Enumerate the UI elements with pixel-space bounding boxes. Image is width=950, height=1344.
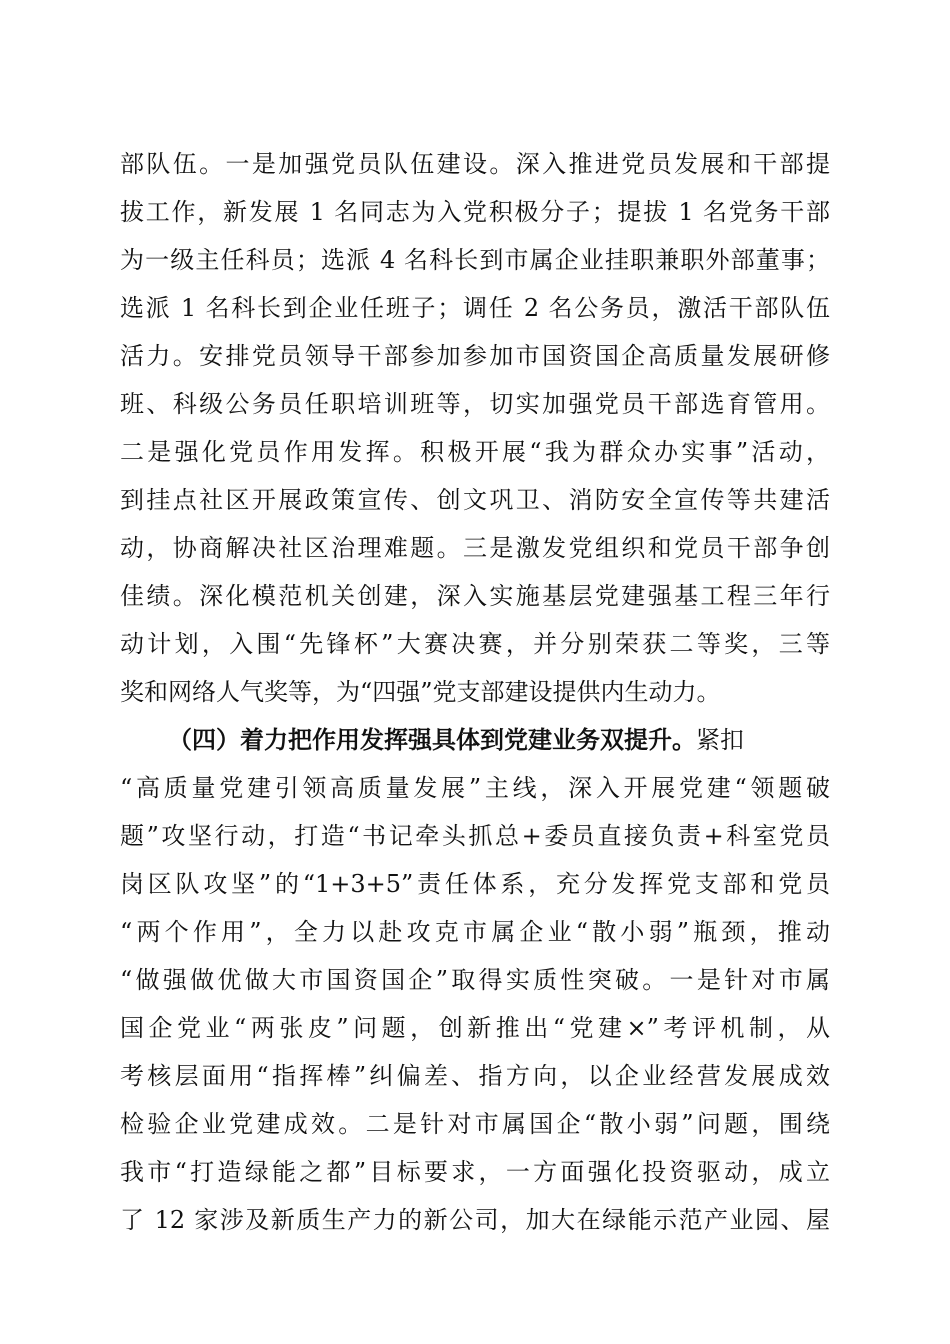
- paragraph-line: 题”攻坚行动，打造“书记牵头抓总+委员直接负责+科室党员: [120, 822, 830, 850]
- paragraph-line: 佳绩。深化模范机关创建，深入实施基层党建强基工程三年行: [120, 582, 830, 610]
- paragraph-line: 部队伍。一是加强党员队伍建设。深入推进党员发展和干部提: [120, 150, 830, 178]
- paragraph-line: 动，协商解决社区治理难题。三是激发党组织和党员干部争创: [120, 534, 830, 562]
- section-heading: （四）着力把作用发挥强具体到党建业务双提升。: [168, 725, 696, 754]
- paragraph-line: 到挂点社区开展政策宣传、创文巩卫、消防安全宣传等共建活: [120, 486, 830, 514]
- paragraph-line: 拔工作，新发展 1 名同志为入党积极分子；提拔 1 名党务干部: [120, 198, 830, 226]
- paragraph-line: 了 12 家涉及新质生产力的新公司，加大在绿能示范产业园、屋: [120, 1206, 830, 1234]
- paragraph-line: 国企党业“两张皮”问题，创新推出“党建×”考评机制，从: [120, 1014, 830, 1042]
- paragraph-line: 动计划，入围“先锋杯”大赛决赛，并分别荣获二等奖，三等: [120, 630, 830, 658]
- paragraph-line: 检验企业党建成效。二是针对市属国企“散小弱”问题，围绕: [120, 1110, 830, 1138]
- paragraph-line: “做强做优做大市国资国企”取得实质性突破。一是针对市属: [120, 966, 830, 994]
- paragraph-line: 奖和网络人气奖等，为“四强”党支部建设提供内生动力。: [120, 678, 721, 706]
- paragraph-line: 我市“打造绿能之都”目标要求，一方面强化投资驱动，成立: [120, 1158, 830, 1186]
- paragraph-line: 选派 1 名科长到企业任班子；调任 2 名公务员，激活干部队伍: [120, 294, 830, 322]
- paragraph-text: 紧扣: [696, 726, 744, 754]
- paragraph-line: “两个作用”，全力以赴攻克市属企业“散小弱”瓶颈，推动: [120, 918, 830, 946]
- paragraph-line: 二是强化党员作用发挥。积极开展“我为群众办实事”活动，: [120, 438, 830, 466]
- paragraph-line: “高质量党建引领高质量发展”主线，深入开展党建“领题破: [120, 774, 830, 802]
- paragraph-line: 班、科级公务员任职培训班等，切实加强党员干部选育管用。: [120, 390, 830, 418]
- paragraph-line: 岗区队攻坚”的“1+3+5”责任体系，充分发挥党支部和党员: [120, 870, 830, 898]
- paragraph-line: 考核层面用“指挥棒”纠偏差、指方向，以企业经营发展成效: [120, 1062, 830, 1090]
- paragraph-line: 为一级主任科员；选派 4 名科长到市属企业挂职兼职外部董事；: [120, 246, 830, 274]
- paragraph-line: 活力。安排党员领导干部参加参加市国资国企高质量发展研修: [120, 342, 830, 370]
- section-heading-line: [168, 716, 830, 764]
